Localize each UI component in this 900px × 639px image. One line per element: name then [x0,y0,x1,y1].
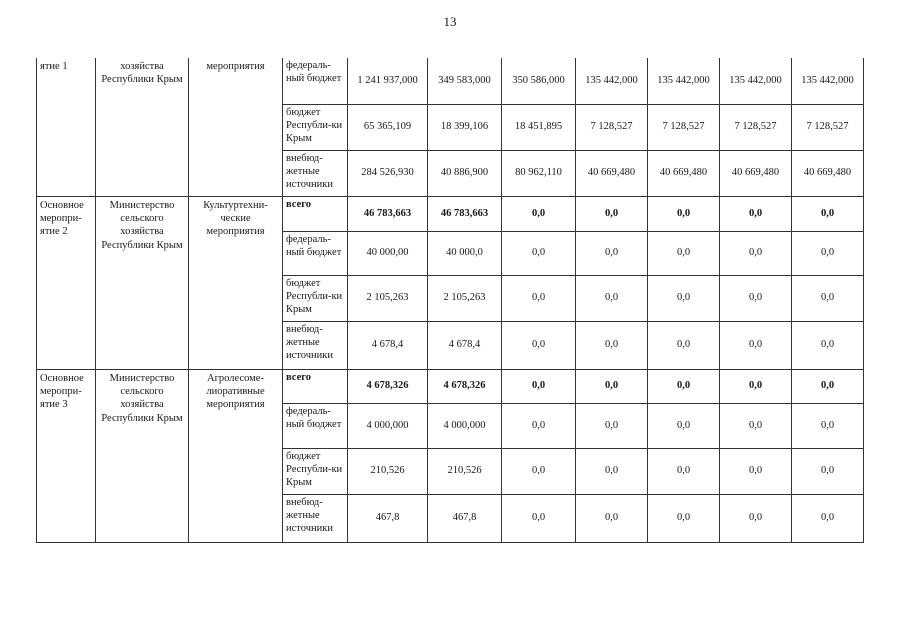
amount-cell: 0,0 [792,321,864,369]
amount-cell: 7 128,527 [720,104,792,150]
amount-cell: 0,0 [792,231,864,275]
amount-cell: 135 442,000 [648,58,720,104]
amount-cell: 4 000,000 [348,403,428,448]
amount-cell: 467,8 [428,494,502,542]
funding-source-cell: внебюд-жетные источники [283,494,348,542]
amount-cell: 0,0 [502,275,576,321]
funding-source-cell: всего [283,196,348,231]
amount-cell: 80 962,110 [502,150,576,196]
amount-cell: 135 442,000 [720,58,792,104]
amount-cell: 0,0 [792,275,864,321]
amount-cell: 0,0 [576,369,648,403]
amount-cell: 0,0 [720,403,792,448]
amount-cell: 2 105,263 [428,275,502,321]
amount-cell: 46 783,663 [428,196,502,231]
executor-cell: Министерство сельского хозяйства Республики Крым [96,369,189,542]
amount-cell: 0,0 [720,275,792,321]
amount-cell: 0,0 [792,196,864,231]
funding-source-cell: всего [283,369,348,403]
table-row [37,369,864,403]
amount-cell: 40 886,900 [428,150,502,196]
amount-cell: 0,0 [576,196,648,231]
amount-cell: 0,0 [648,448,720,494]
event-name-cell: Основное меропри-ятие 3 [37,369,96,542]
budget-table [36,58,864,543]
amount-cell: 0,0 [792,369,864,403]
table-row [37,58,864,104]
funding-source-cell: федераль-ный бюджет [283,403,348,448]
funding-source-cell: внебюд-жетные источники [283,321,348,369]
amount-cell: 0,0 [648,403,720,448]
amount-cell: 0,0 [648,275,720,321]
amount-cell: 40 000,0 [428,231,502,275]
amount-cell: 4 678,4 [348,321,428,369]
amount-cell: 0,0 [792,494,864,542]
amount-cell: 0,0 [648,369,720,403]
amount-cell: 1 241 937,000 [348,58,428,104]
amount-cell: 40 000,00 [348,231,428,275]
funding-source-cell: федераль-ный бюджет [283,231,348,275]
funding-source-cell: бюджет Республи-ки Крым [283,448,348,494]
amount-cell: 0,0 [502,196,576,231]
table-row [37,196,864,231]
event-name-cell: ятие 1 [37,58,96,196]
amount-cell: 0,0 [576,275,648,321]
amount-cell: 135 442,000 [576,58,648,104]
amount-cell: 0,0 [576,403,648,448]
amount-cell: 18 399,106 [428,104,502,150]
page-number: 13 [443,14,457,29]
funding-source-cell: федераль-ный бюджет [283,58,348,104]
amount-cell: 0,0 [576,231,648,275]
amount-cell: 210,526 [348,448,428,494]
funding-source-cell: бюджет Республи-ки Крым [283,275,348,321]
funding-source-cell: бюджет Республи-ки Крым [283,104,348,150]
amount-cell: 0,0 [720,448,792,494]
amount-cell: 0,0 [720,231,792,275]
amount-cell: 0,0 [720,321,792,369]
amount-cell: 0,0 [720,494,792,542]
amount-cell: 0,0 [720,369,792,403]
amount-cell: 0,0 [502,403,576,448]
amount-cell: 0,0 [502,231,576,275]
amount-cell: 0,0 [648,196,720,231]
amount-cell: 350 586,000 [502,58,576,104]
amount-cell: 40 669,480 [720,150,792,196]
amount-cell: 7 128,527 [648,104,720,150]
direction-cell: Агролесоме-лиоративные мероприятия [189,369,283,542]
amount-cell: 0,0 [502,369,576,403]
amount-cell: 349 583,000 [428,58,502,104]
amount-cell: 0,0 [576,448,648,494]
amount-cell: 7 128,527 [792,104,864,150]
amount-cell: 2 105,263 [348,275,428,321]
event-name-cell: Основное меропри-ятие 2 [37,196,96,369]
amount-cell: 284 526,930 [348,150,428,196]
amount-cell: 4 678,4 [428,321,502,369]
amount-cell: 40 669,480 [792,150,864,196]
amount-cell: 40 669,480 [648,150,720,196]
amount-cell: 0,0 [502,321,576,369]
amount-cell: 4 678,326 [428,369,502,403]
amount-cell: 0,0 [576,494,648,542]
amount-cell: 467,8 [348,494,428,542]
amount-cell: 0,0 [502,494,576,542]
amount-cell: 0,0 [792,403,864,448]
amount-cell: 18 451,895 [502,104,576,150]
funding-source-cell: внебюд-жетные источники [283,150,348,196]
budget-table-body [37,58,864,542]
amount-cell: 40 669,480 [576,150,648,196]
amount-cell: 4 678,326 [348,369,428,403]
direction-cell: Культуртехни-ческие мероприятия [189,196,283,369]
direction-cell: мероприятия [189,58,283,196]
amount-cell: 65 365,109 [348,104,428,150]
amount-cell: 0,0 [502,448,576,494]
amount-cell: 4 000,000 [428,403,502,448]
amount-cell: 135 442,000 [792,58,864,104]
amount-cell: 7 128,527 [576,104,648,150]
amount-cell: 0,0 [576,321,648,369]
amount-cell: 0,0 [648,494,720,542]
executor-cell: хозяйства Республики Крым [96,58,189,196]
amount-cell: 0,0 [720,196,792,231]
executor-cell: Министерство сельского хозяйства Республики Крым [96,196,189,369]
amount-cell: 0,0 [648,231,720,275]
amount-cell: 0,0 [648,321,720,369]
amount-cell: 210,526 [428,448,502,494]
amount-cell: 46 783,663 [348,196,428,231]
amount-cell: 0,0 [792,448,864,494]
